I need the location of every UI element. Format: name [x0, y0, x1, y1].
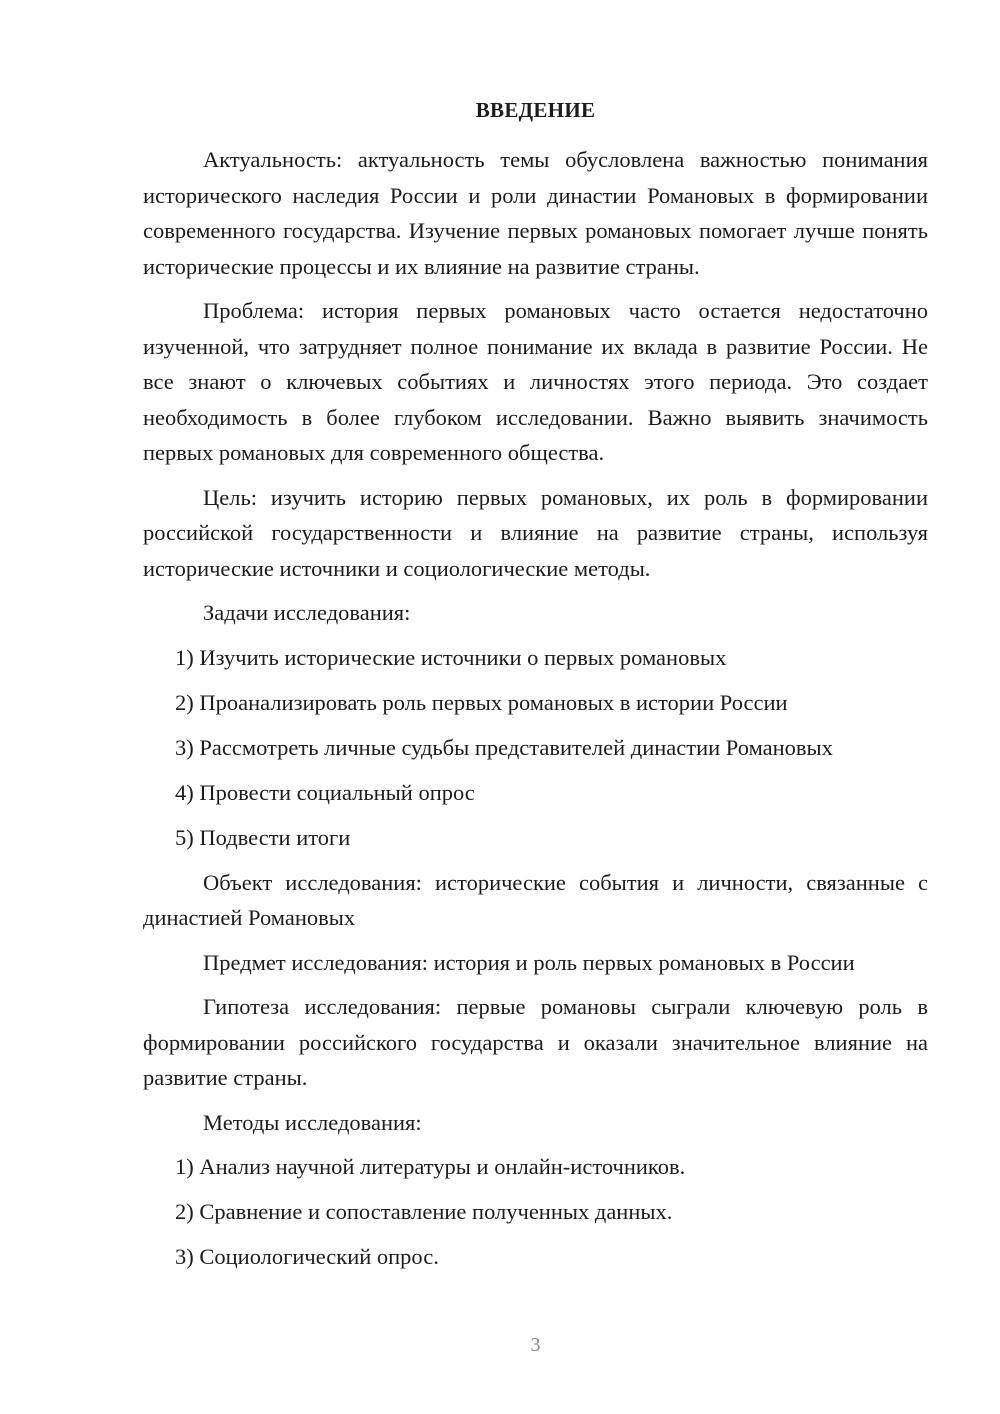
list-item: 5) Подвести итоги [175, 824, 351, 850]
goal-paragraph: Цель: изучить историю первых романовых, их роль в формировании российской государственности и влияние на развитие страны, используя исторические источники и социологические методы. [143, 484, 928, 581]
list-item: 3) Рассмотреть личные судьбы представителей династии Романовых [175, 734, 833, 760]
problem-paragraph: Проблема: история первых романовых часто остается недостаточно изученной, что затрудняет полное понимание их вклада в развитие России. Не все знают о ключевых событиях и личностях этого периода. Это создает необходимость в более глубоком исследовании. Важно выявить значимость первых романовых для современного общества. [143, 298, 928, 465]
subject-paragraph: Предмет исследования: история и роль первых романовых в России [203, 949, 855, 975]
methods-list [143, 1149, 928, 1275]
methods-heading: Методы исследования: [203, 1109, 422, 1135]
actuality-paragraph: Актуальность: актуальность темы обусловлена важностью понимания исторического наследия России и роли династии Романовых в формировании современного государства. Изучение первых романовых помогает лучше понять исторические процессы и их влияние на развитие страны. [143, 147, 928, 279]
page-title: ВВЕДЕНИЕ [475, 98, 596, 122]
list-item: 2) Сравнение и сопоставление полученных данных. [175, 1199, 673, 1224]
object-paragraph: Объект исследования: исторические события и личности, связанные с династией Романовых [143, 869, 928, 930]
tasks-heading: Задачи исследования: [203, 600, 411, 625]
list-item: 1) Изучить исторические источники о первых романовых [175, 644, 727, 670]
tasks-list [143, 640, 928, 856]
page-number: 3 [530, 1334, 541, 1356]
list-item: 1) Анализ научной литературы и онлайн-источников. [175, 1154, 686, 1179]
list-item: 3) Социологический опрос. [175, 1244, 439, 1269]
list-item: 4) Провести социальный опрос [175, 779, 475, 805]
document-body [143, 142, 928, 1284]
list-item: 2) Проанализировать роль первых романовых в истории России [175, 689, 788, 715]
hypothesis-paragraph: Гипотеза исследования: первые романовы сыграли ключевую роль в формировании российского государства и оказали значительное влияние на развитие страны. [143, 994, 928, 1090]
